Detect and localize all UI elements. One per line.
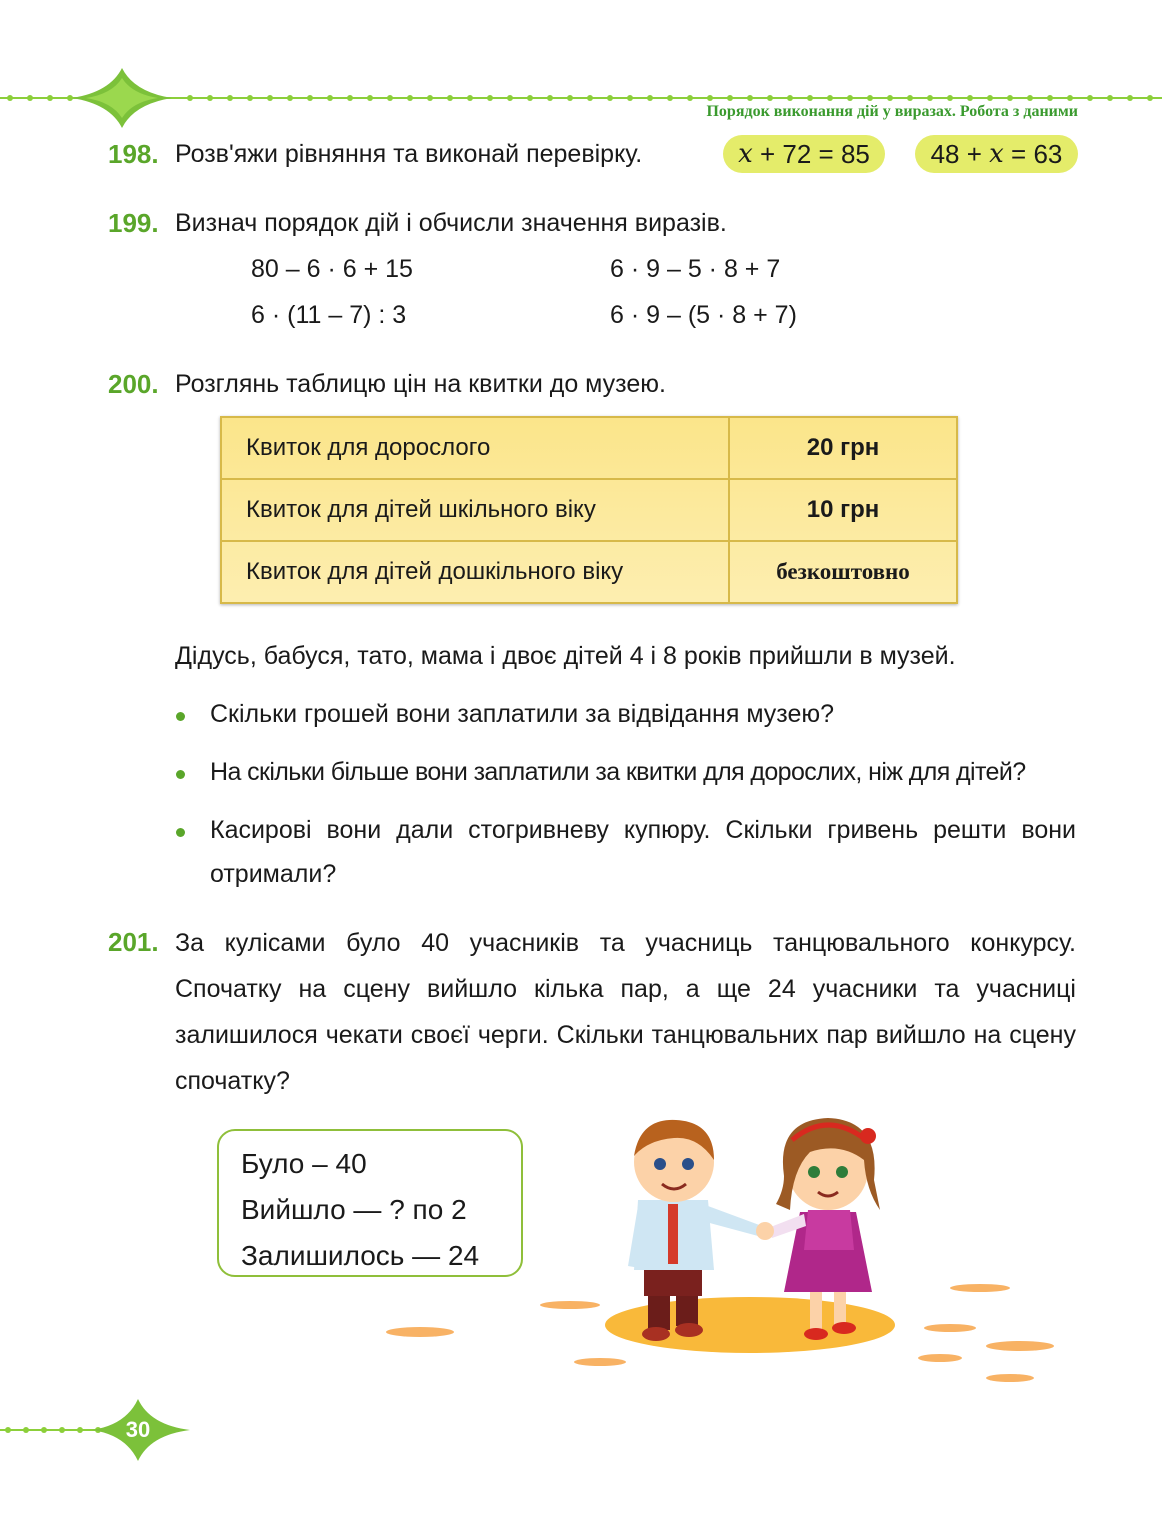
equation-2-lead: 48 + [930,138,990,169]
ticket-price: 20 грн [729,417,957,479]
equation-pill-2 [915,135,1078,173]
given-line-2: Вийшло — ? по 2 [241,1194,467,1225]
ticket-label: Квиток для дітей дошкільного віку [221,541,729,603]
expression-3: 6 · (11 – 7) : 3 [251,301,407,329]
bullet-dot [176,770,185,779]
ticket-price: 10 грн [729,479,957,541]
table-row [221,479,957,541]
task-200-text: Розглянь таблицю цін на квитки до музею. [175,370,666,398]
task-199-text: Визнач порядок дій і обчисли значення виразів. [175,209,727,237]
question-2: На скільки більше вони заплатили за квитки для дорослих, ніж для дітей? [210,758,1026,786]
ticket-price: безкоштовно [729,541,957,603]
expression-2: 6 · 9 – 5 · 8 + 7 [610,255,781,283]
equation-1-rest: + 72 = 85 [752,138,870,169]
table-row [221,541,957,603]
given-line-3: Залишилось — 24 [241,1240,480,1271]
expression-4: 6 · 9 – (5 · 8 + 7) [610,301,797,329]
task-198-text: Розв'яжи рівняння та виконай перевірку. [175,140,643,168]
table-row [221,417,957,479]
ticket-label: Квиток для дітей шкільного віку [221,479,729,541]
footer-decoration [0,1395,200,1465]
bullet-dot [176,712,185,721]
task-199-number: 199. [108,208,159,238]
expression-1: 80 – 6 · 6 + 15 [251,255,413,283]
bullet-dot [176,828,185,837]
ticket-label: Квиток для дорослого [221,417,729,479]
question-1: Скільки грошей вони заплатили за відвідання музею? [210,700,835,728]
ticket-price-table [220,416,958,604]
equation-pill-1 [723,135,885,173]
dancing-children-illustration [380,1100,1080,1400]
task-200-number: 200. [108,369,159,399]
given-line-1: Було – 40 [241,1148,367,1179]
task-198-number: 198. [108,139,159,169]
section-header-title: Порядок виконання дій у виразах. Робота з даними [706,103,1078,120]
equation-2-rest: = 63 [1003,138,1063,169]
task-200-intro: Дідусь, бабуся, тато, мама і двоє дітей 4 і 8 років прийшли в музей. [175,642,956,670]
question-3: Касирові вони дали стогривневу купюру. Скільки гривень решти вони отримали? [210,816,1076,888]
task-201-text: За кулісами було 40 учасників та учасниць танцювального конкурсу. Спочатку на сцену вийшло кілька пар, а ще 24 учасники та учасниці залишилося чекати своєї черги. Скільки танцювальних пар вийшло на сцену спочатку? [175,929,1076,1095]
equation-1-variable: x [738,139,753,169]
task-201-number: 201. [108,927,159,957]
page-number: 30 [125,1417,151,1442]
equation-2-variable: x [989,139,1004,169]
header-decoration [0,60,1162,140]
